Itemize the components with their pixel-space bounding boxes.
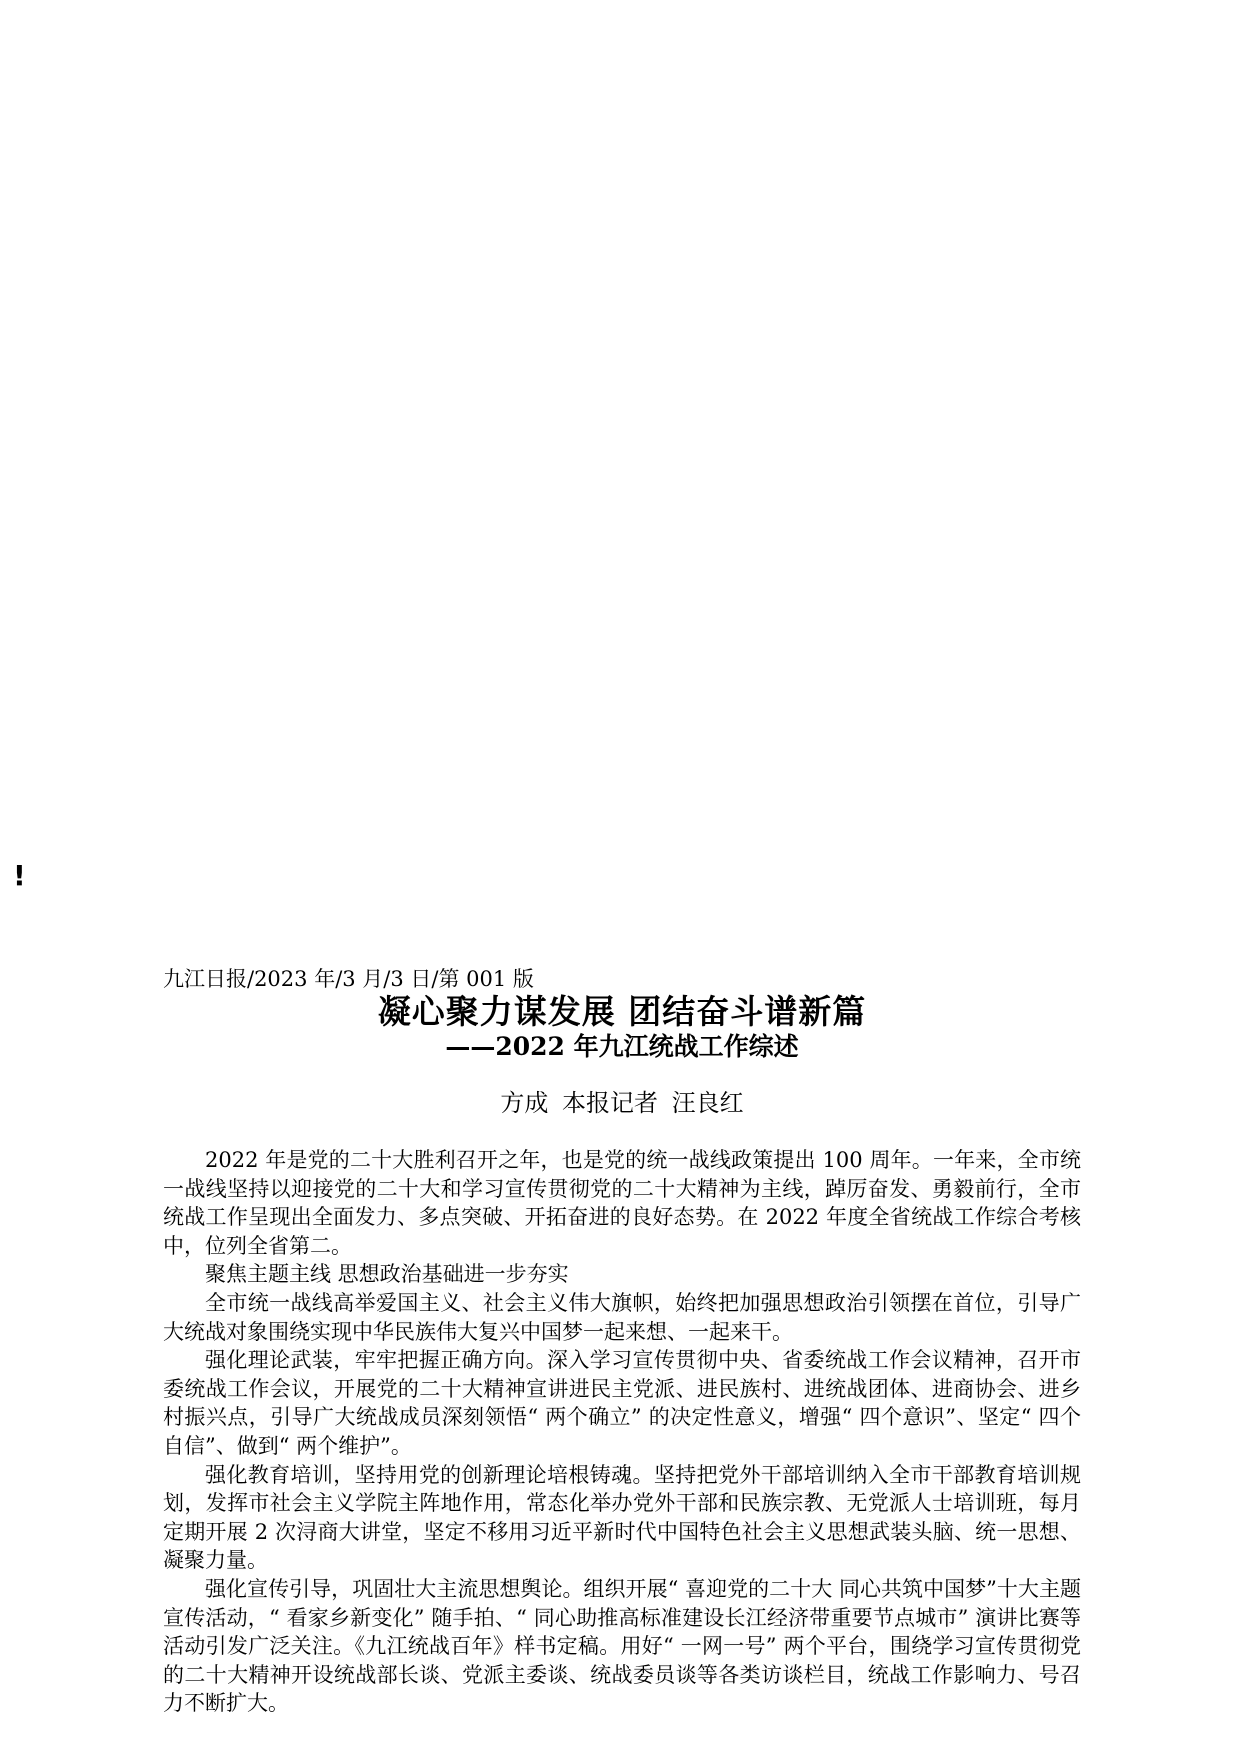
paragraph: 全市统一战线高举爱国主义、社会主义伟大旗帜，始终把加强思想政治引领摆在首位，引导广大统战对象围绕实现中华民族伟大复兴中国梦一起来想、一起来干。 [163,1290,1081,1344]
article-subtitle: ——2022 年九江统战工作综述 [445,1032,799,1061]
newspaper-source-line: 九江日报/2023 年/3 月/3 日/第 001 版 [163,967,534,991]
article-body [163,1146,1081,1718]
article-authors: 方成 本报记者 汪良红 [500,1089,744,1117]
paragraph: 强化宣传引导，巩固壮大主流思想舆论。组织开展“ 喜迎党的二十大 同心共筑中国梦”十大主题宣传活动，“ 看家乡新变化” 随手拍、“ 同心助推高标准建设长江经济带重要节点城市” 演讲比赛等活动引发广泛关注。《九江统战百年》样书定稿。用好“ 一网一号” 两个平台，围绕学习宣传贯彻党的二十大精神开设统战部长谈、党派主委谈、统战委员谈等各类访谈栏目，统战工作影响力、号召力不断扩大。 [163,1576,1081,1716]
exclamation-mark: ! [13,859,26,892]
section-heading: 聚焦主题主线 思想政治基础进一步夯实 [205,1262,569,1287]
paragraph: 强化理论武装，牢牢把握正确方向。深入学习宣传贯彻中央、省委统战工作会议精神，召开市委统战工作会议，开展党的二十大精神宣讲进民主党派、进民族村、进统战团体、进商协会、进乡村振兴点，引导广大统战成员深刻领悟“ 两个确立” 的决定性意义，增强“ 四个意识”、坚定“ 四个自信”、做到“ 两个维护”。 [163,1348,1081,1458]
article-title: 凝心聚力谋发展 团结奋斗谱新篇 [377,992,867,1031]
article [163,966,1081,1718]
paragraph: 强化教育培训，坚持用党的创新理论培根铸魂。坚持把党外干部培训纳入全市干部教育培训规划，发挥市社会主义学院主阵地作用，常态化举办党外干部和民族宗教、无党派人士培训班，每月定期开展 2 次浔商大讲堂，坚定不移用习近平新时代中国特色社会主义思想武装头脑、统一思想、凝聚力量。 [163,1462,1081,1573]
paragraph-intro: 2022 年是党的二十大胜利召开之年，也是党的统一战线政策提出 100 周年。一年来，全市统一战线坚持以迎接党的二十大和学习宣传贯彻党的二十大精神为主线，踔厉奋发、勇毅前行，全市统战工作呈现出全面发力、多点突破、开拓奋进的良好态势。在 2022 年度全省统战工作综合考核中，位列全省第二。 [163,1148,1081,1258]
